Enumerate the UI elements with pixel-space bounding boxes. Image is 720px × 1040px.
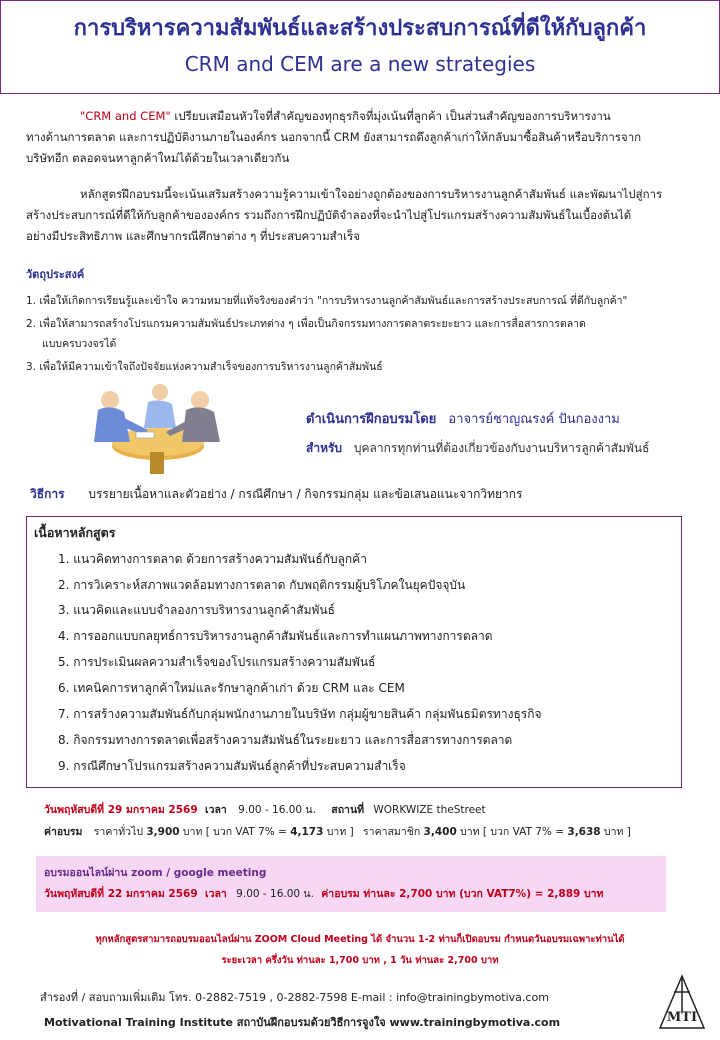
mti-logo-text: MTI	[666, 1010, 698, 1025]
audience-label: สำหรับ	[306, 441, 343, 455]
fee-general-label: ราคาทั่วไป	[93, 826, 144, 838]
venue-name: WORKWIZE theStreet	[373, 804, 486, 816]
time-label: เวลา	[205, 804, 227, 816]
page-title-thai: การบริหารความสัมพันธ์และสร้างประสบการณ์ที่ดีให้กับลูกค้า	[73, 16, 647, 41]
course-item: 7. การสร้างความสัมพันธ์กับกลุ่มพนักงานภายในบริษัท กลุ่มผู้ขายสินค้า กลุ่มพันธมิตรทางธุรกิจ	[58, 707, 542, 721]
trainer-label: ดำเนินการฝึกอบรมโดย	[306, 412, 437, 427]
fee-general: 3,900	[146, 826, 180, 838]
course-item: 4. การออกแบบกลยุทธ์การบริหารงานลูกค้าสัมพันธ์และการทำแผนภาพทางการตลาด	[58, 629, 493, 643]
footer-institute: Motivational Training Institute สถาบันฝึกอบรมด้วยวิธีการจูงใจ www.trainingbymotiva.com	[44, 1016, 561, 1029]
fee-member-end: บาท ]	[603, 826, 631, 838]
zoom-notice-line-1: ทุกหลักสูตรสามารถอบรมออนไลน์ผ่าน ZOOM Cloud Meeting ได้ จำนวน 1-2 ท่านก็เปิดอบรม กำหนดวันอบรมเฉพาะท่านได้	[95, 934, 625, 945]
course-item: 8. กิจกรรมทางการตลาดเพื่อสร้างความสัมพันธ์ในระยะยาว และการสื่อสารทางการตลาด	[58, 733, 513, 747]
mti-logo	[656, 972, 708, 1032]
method-text: บรรยายเนื้อหาและตัวอย่าง / กรณีศึกษา / กิจกรรมกลุ่ม และข้อเสนอแนะจากวิทยากร	[88, 487, 523, 501]
objective-item: 3. เพื่อให้มีความเข้าใจถึงปัจจัยแห่งความสำเร็จของการบริหารงานลูกค้าสัมพันธ์	[26, 361, 383, 373]
intro-paragraph-2	[26, 184, 706, 247]
online-date: วันพฤหัสบดีที่ 22 มกราคม 2569	[44, 888, 198, 900]
audience-line	[306, 439, 649, 458]
course-item: 6. เทคนิคการหาลูกค้าใหม่และรักษาลูกค้าเก่า ด้วย CRM และ CEM	[58, 681, 405, 695]
intro-line: บริษัทอีก ตลอดจนหาลูกค้าใหม่ได้ด้วยในเวลาเดียวกัน	[26, 151, 290, 165]
online-fee: ค่าอบรม ท่านละ 2,700 บาท (บวก VAT7%) = 2,889 บาท	[321, 888, 604, 900]
course-item: 2. การวิเคราะห์สภาพแวดล้อมทางการตลาด กับพฤติกรรมผู้บริโภคในยุคปัจจุบัน	[58, 578, 466, 592]
course-item: 1. แนวคิดทางการตลาด ด้วยการสร้างความสัมพันธ์กับลูกค้า	[58, 552, 367, 566]
method-label: วิธีการ	[30, 487, 65, 501]
online-schedule-line	[44, 885, 603, 902]
course-item: 3. แนวคิดและแบบจำลองการบริหารงานลูกค้าสัมพันธ์	[58, 603, 335, 617]
venue-label: สถานที่	[331, 804, 365, 816]
schedule-line	[44, 801, 486, 818]
intro-line: หลักสูตรฝึกอบรมนี้จะเน้นเสริมสร้างความรู้ความเข้าใจอย่างถูกต้องของการบริหารงานลูกค้าสัมพันธ์ และพัฒนาไปสู่การ	[80, 187, 663, 201]
contact-line: สำรองที่ / สอบถามเพิ่มเติม โทร. 0-2882-7519 , 0-2882-7598 E-mail : info@trainingbymotiva.com	[40, 991, 549, 1004]
intro-line: อย่างมีประสิทธิภาพ และศึกษากรณีศึกษาต่าง ๆ ที่ประสบความสำเร็จ	[26, 229, 360, 243]
schedule-time: 9.00 - 16.00 น.	[238, 804, 316, 816]
course-item: 9. กรณีศึกษาโปรแกรมสร้างความสัมพันธ์ลูกค้าที่ประสบความสำเร็จ	[58, 759, 406, 773]
intro-lead: "CRM and CEM"	[80, 109, 171, 123]
intro-paragraph-1	[26, 106, 706, 169]
online-time: 9.00 - 16.00 น.	[236, 888, 314, 900]
zoom-notice-line-2: ระยะเวลา ครึ่งวัน ท่านละ 1,700 บาท , 1 วัน ท่านละ 2,700 บาท	[221, 955, 499, 966]
schedule-date: วันพฤหัสบดีที่ 29 มกราคม 2569	[44, 804, 198, 816]
fee-line	[44, 823, 631, 840]
fee-member-label: ราคาสมาชิก	[363, 826, 421, 838]
trainer-name: อาจารย์ชาญณรงค์ ปันกองงาม	[448, 412, 620, 427]
objective-item: 2. เพื่อให้สามารถสร้างโปรแกรมความสัมพันธ์ประเภทต่าง ๆ เพื่อเป็นกิจกรรมทางการตลาดระยะยาว และการสื่อสารการตลาด	[26, 318, 586, 330]
fee-member: 3,400	[423, 826, 457, 838]
trainer-line	[306, 408, 620, 429]
online-time-label: เวลา	[205, 888, 227, 900]
objective-item: 1. เพื่อให้เกิดการเรียนรู้และเข้าใจ ความหมายที่แท้จริงของคำว่า "การบริหารงานลูกค้าสัมพันธ์และการสร้างประสบการณ์ ที่ดีกับลูกค้า"	[26, 295, 628, 307]
course-item: 5. การประเมินผลความสำเร็จของโปรแกรมสร้างความสัมพันธ์	[58, 655, 376, 669]
objectives-title: วัตถุประสงค์	[26, 268, 85, 281]
fee-label: ค่าอบรม	[44, 826, 83, 838]
fee-member-vat-text: บาท [ บวก VAT 7% =	[460, 826, 565, 838]
fee-general-vat: 4,173	[290, 826, 324, 838]
fee-member-vat: 3,638	[567, 826, 601, 838]
intro-line: สร้างประสบการณ์ที่ดีให้กับลูกค้าขององค์กร รวมถึงการฝึกปฏิบัติจำลองที่จะนำไปสู่โปรแกรมสร้างความสัมพันธ์ในเบื้องต้นได้	[26, 208, 632, 222]
page-title-english: CRM and CEM are a new strategies	[184, 52, 536, 76]
objective-item: แบบครบวงจรได้	[42, 338, 117, 350]
intro-line: เปรียบเสมือนหัวใจที่สำคัญของทุกธุรกิจที่มุ่งเน้นที่ลูกค้า เป็นส่วนสำคัญของการบริหารงาน	[170, 109, 611, 123]
fee-general-vat-text: บาท [ บวก VAT 7% =	[182, 826, 287, 838]
meeting-illustration	[88, 380, 228, 478]
intro-line: ทางด้านการตลาด และการปฏิบัติงานภายในองค์กร นอกจากนี้ CRM ยังสามารถดึงลูกค้าเก่าให้กลับมาซื้อสินค้าหรือบริการจาก	[26, 130, 642, 144]
fee-general-end: บาท ]	[326, 826, 354, 838]
online-title: อบรมออนไลน์ผ่าน zoom / google meeting	[44, 867, 267, 879]
course-title: เนื้อหาหลักสูตร	[34, 525, 116, 540]
audience-text: บุคลากรทุกท่านที่ต้องเกี่ยวข้องกับงานบริหารลูกค้าสัมพันธ์	[353, 441, 650, 455]
method-line	[30, 485, 522, 504]
